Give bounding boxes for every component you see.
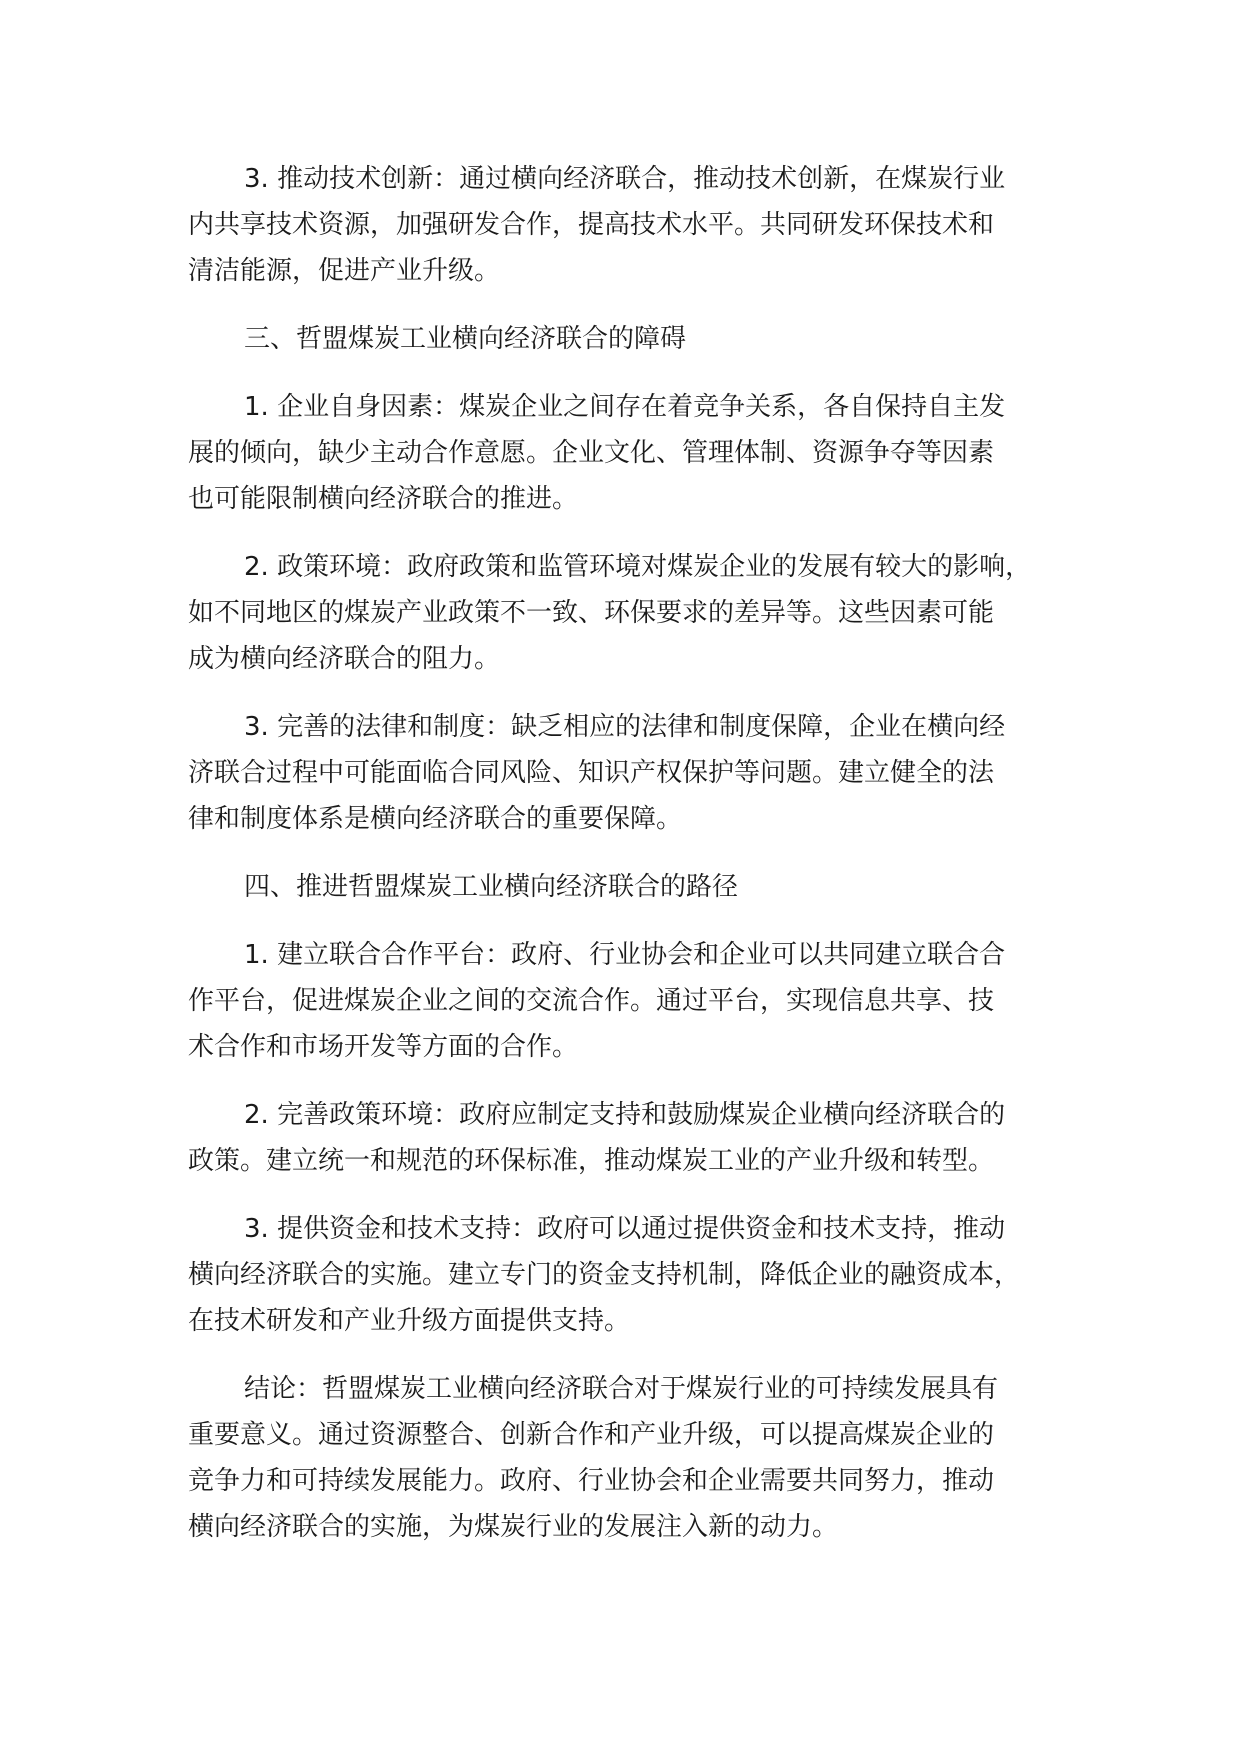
text-line: 成为横向经济联合的阻力。 <box>188 644 501 674</box>
text-line: 2. 完善政策环境：政府应制定支持和鼓励煤炭企业横向经济联合的 <box>244 1100 1006 1130</box>
text-line: 如不同地区的煤炭产业政策不一致、环保要求的差异等。这些因素可能 <box>188 598 995 628</box>
section-heading-paths: 四、推进哲盟煤炭工业横向经济联合的路径 <box>244 872 739 902</box>
paragraph-enterprise-factors <box>188 384 1088 522</box>
paragraph-policy-environment <box>188 544 1088 682</box>
text-line: 1. 企业自身因素：煤炭企业之间存在着竞争关系，各自保持自主发 <box>244 392 1006 422</box>
paragraph-improve-policy <box>188 1092 1088 1184</box>
paragraph-funding-support <box>188 1206 1088 1344</box>
paragraph-cooperation-platform <box>188 932 1088 1070</box>
text-line: 作平台，促进煤炭企业之间的交流合作。通过平台，实现信息共享、技 <box>188 986 995 1016</box>
text-line: 3. 完善的法律和制度：缺乏相应的法律和制度保障，企业在横向经 <box>244 712 1006 742</box>
text-line: 术合作和市场开发等方面的合作。 <box>188 1032 579 1062</box>
paragraph-legal-system <box>188 704 1088 842</box>
text-line: 3. 推动技术创新：通过横向经济联合，推动技术创新，在煤炭行业 <box>244 164 1006 194</box>
paragraph-conclusion <box>188 1366 1088 1550</box>
text-line: 清洁能源，促进产业升级。 <box>188 256 501 286</box>
text-line: 竞争力和可持续发展能力。政府、行业协会和企业需要共同努力，推动 <box>188 1466 995 1496</box>
text-line: 律和制度体系是横向经济联合的重要保障。 <box>188 804 683 834</box>
text-line: 横向经济联合的实施。建立专门的资金支持机制，降低企业的融资成本， <box>188 1260 1021 1290</box>
document-page <box>188 156 1088 1572</box>
text-line: 1. 建立联合合作平台：政府、行业协会和企业可以共同建立联合合 <box>244 940 1006 970</box>
text-line: 横向经济联合的实施，为煤炭行业的发展注入新的动力。 <box>188 1512 839 1542</box>
text-line: 结论：哲盟煤炭工业横向经济联合对于煤炭行业的可持续发展具有 <box>244 1374 999 1404</box>
text-line: 济联合过程中可能面临合同风险、知识产权保护等问题。建立健全的法 <box>188 758 995 788</box>
text-line: 在技术研发和产业升级方面提供支持。 <box>188 1306 631 1336</box>
section-heading-obstacles: 三、哲盟煤炭工业横向经济联合的障碍 <box>244 324 687 354</box>
text-line: 重要意义。通过资源整合、创新合作和产业升级，可以提高煤炭企业的 <box>188 1420 995 1450</box>
paragraph-tech-innovation <box>188 156 1088 294</box>
text-line: 2. 政策环境：政府政策和监管环境对煤炭企业的发展有较大的影响， <box>244 552 1032 582</box>
text-line: 内共享技术资源，加强研发合作，提高技术水平。共同研发环保技术和 <box>188 210 995 240</box>
text-line: 政策。建立统一和规范的环保标准，推动煤炭工业的产业升级和转型。 <box>188 1146 995 1176</box>
text-line: 也可能限制横向经济联合的推进。 <box>188 484 579 514</box>
text-line: 展的倾向，缺少主动合作意愿。企业文化、管理体制、资源争夺等因素 <box>188 438 995 468</box>
text-line: 3. 提供资金和技术支持：政府可以通过提供资金和技术支持，推动 <box>244 1214 1006 1244</box>
